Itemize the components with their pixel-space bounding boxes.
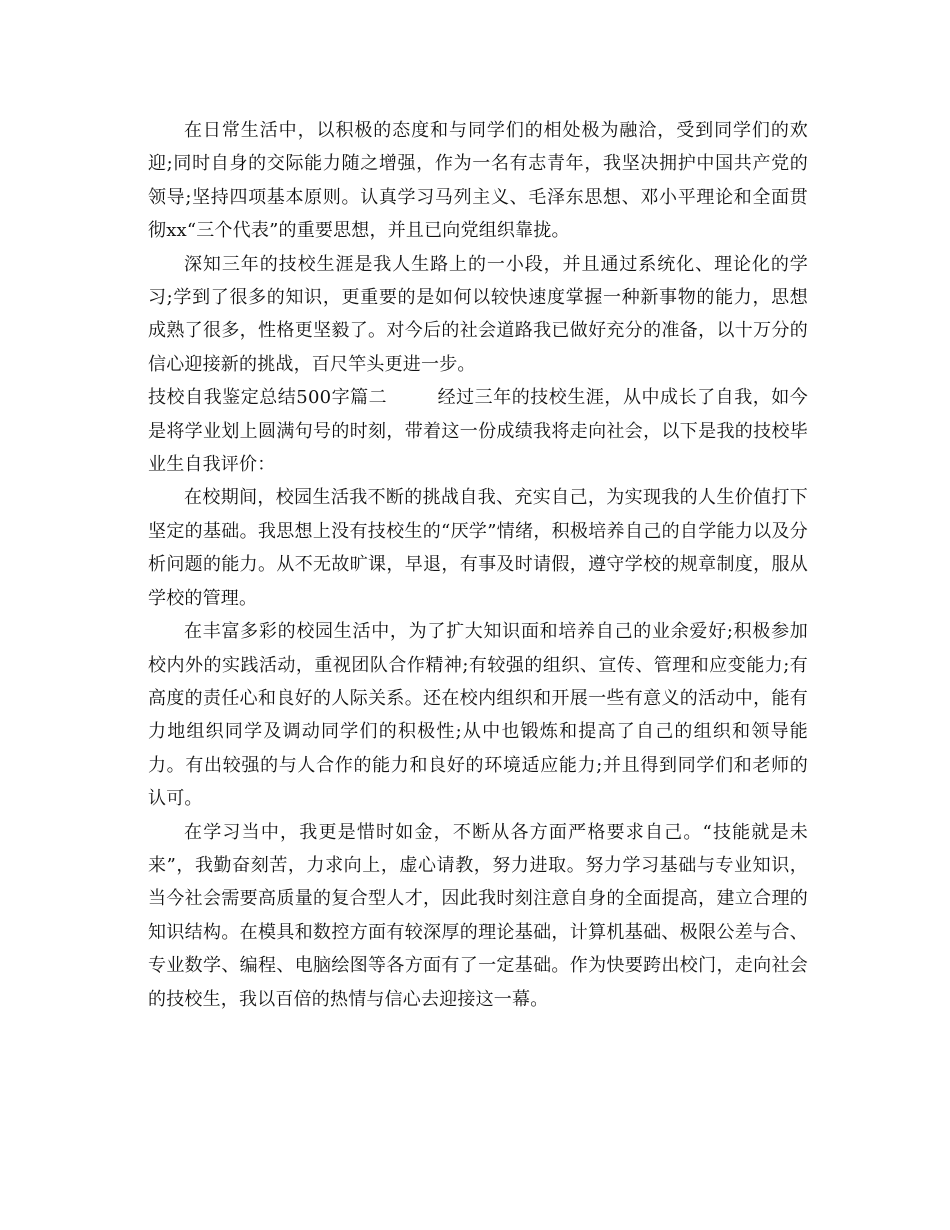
paragraph-daily-life: 在日常生活中，以积极的态度和与同学们的相处极为融洽，受到同学们的欢迎;同时自身的交际能力随之增强，作为一名有志青年，我坚决拥护中国共产党的领导;坚持四项基本原则。认真学习马列主义、毛泽东思想、邓小平理论和全面贯彻xx“三个代表”的重要思想，并且已向党组织靠拢。 bbox=[148, 120, 808, 242]
section-intro: 经过三年的技校生涯，从中成长了自我，如今是将学业划上圆满句号的时刻，带着这一份成绩我将走向社会，以下是我的技校毕业生自我评价： bbox=[148, 387, 809, 476]
section-heading-line bbox=[148, 381, 808, 481]
paragraph-three-years: 深知三年的技校生涯是我人生路上的一小段，并且通过系统化、理论化的学习;学到了很多的知识，更重要的是如何以较快速度掌握一种新事物的能力，思想成熟了很多，性格更坚毅了。对今后的社会道路我已做好充分的准备，以十万分的信心迎接新的挑战，百尺竿头更进一步。 bbox=[148, 253, 808, 375]
document-body bbox=[148, 114, 808, 1016]
paragraph-campus-life: 在丰富多彩的校园生活中，为了扩大知识面和培养自己的业余爱好;积极参加校内外的实践活动，重视团队合作精神;有较强的组织、宣传、管理和应变能力;有高度的责任心和良好的人际关系。还在校内组织和开展一些有意义的活动中，能有力地组织同学及调动同学们的积极性;从中也锻炼和提高了自己的组织和领导能力。有出较强的与人合作的能力和良好的环境适应能力;并且得到同学们和老师的认可。 bbox=[148, 621, 808, 810]
paragraph-study: 在学习当中，我更是惜时如金，不断从各方面严格要求自己。“技能就是未来”，我勤奋刻苦，力求向上，虚心请教，努力进取。努力学习基础与专业知识，当今社会需要高质量的复合型人才，因此我时刻注意自身的全面提高，建立合理的知识结构。在模具和数控方面有较深厚的理论基础，计算机基础、极限公差与合、专业数学、编程、电脑绘图等各方面有了一定基础。作为快要跨出校门，走向社会的技校生，我以百倍的热情与信心去迎接这一幕。 bbox=[148, 821, 808, 1010]
section-heading: 技校自我鉴定总结500字篇二 bbox=[148, 387, 388, 409]
paragraph-campus-period: 在校期间，校园生活我不断的挑战自我、充实自己，为实现我的人生价值打下坚定的基础。我思想上没有技校生的“厌学”情绪，积极培养自己的自学能力以及分析问题的能力。从不无故旷课，早退，有事及时请假，遵守学校的规章制度，服从学校的管理。 bbox=[148, 487, 808, 609]
